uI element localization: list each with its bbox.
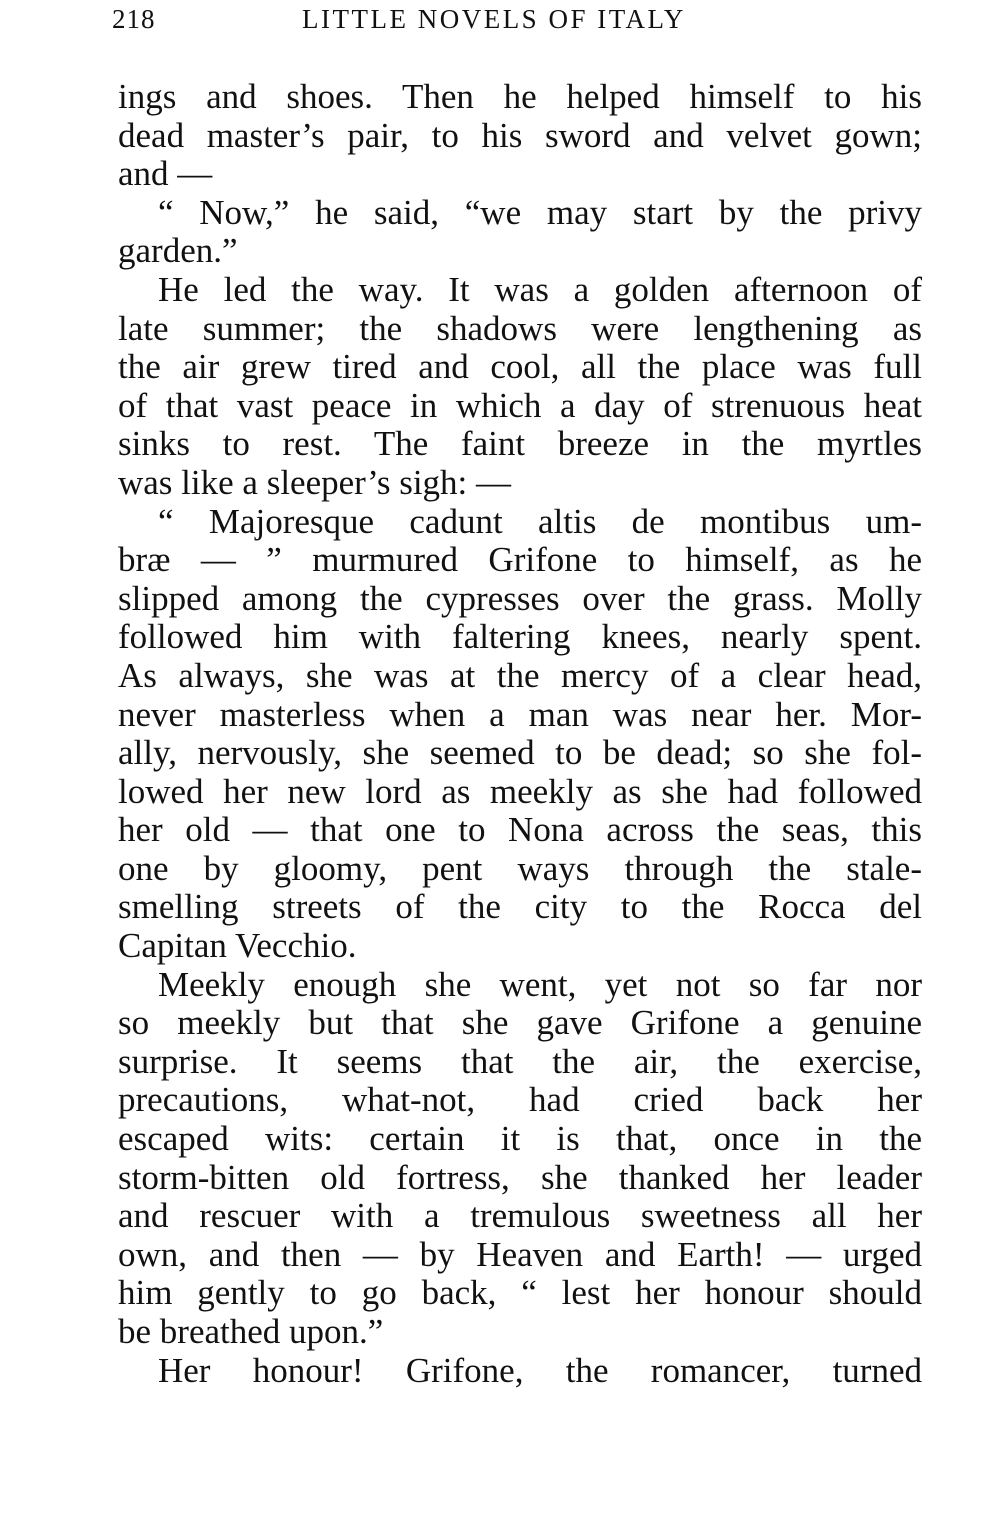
text-line: him gently to go back, “ lest her honour should bbox=[118, 1273, 922, 1313]
text-line: garden.” bbox=[118, 231, 238, 271]
text-line: the air grew tired and cool, all the place was full bbox=[118, 347, 922, 387]
text-line: bræ — ” murmured Grifone to himself, as he bbox=[118, 540, 922, 580]
text-line: so meekly but that she gave Grifone a genuine bbox=[118, 1003, 922, 1043]
text-line: lowed her new lord as meekly as she had followed bbox=[118, 771, 922, 811]
text-line: and — bbox=[118, 154, 213, 194]
text-line: and rescuer with a tremulous sweetness all her bbox=[118, 1196, 922, 1236]
text-line: own, and then — by Heaven and Earth! — urged bbox=[118, 1234, 922, 1274]
text-line: be breathed upon.” bbox=[118, 1312, 384, 1351]
text-line: precautions, what-not, had cried back her bbox=[118, 1080, 922, 1120]
text-line: never masterless when a man was near her. Mor- bbox=[118, 694, 922, 734]
text-line: Meekly enough she went, yet not so far nor bbox=[158, 964, 922, 1004]
text-line: slipped among the cypresses over the grass. Molly bbox=[118, 578, 922, 618]
text-line: Her honour! Grifone, the romancer, turned bbox=[158, 1350, 922, 1390]
text-line: ings and shoes. Then he helped himself to his bbox=[118, 77, 922, 116]
running-head bbox=[112, 4, 922, 44]
text-line: of that vast peace in which a day of strenuous heat bbox=[118, 385, 922, 425]
body-text bbox=[118, 78, 922, 1390]
text-line: one by gloomy, pent ways through the stale- bbox=[118, 848, 922, 888]
text-line: smelling streets of the city to the Rocca del bbox=[118, 887, 922, 927]
text-line: storm-bitten old fortress, she thanked her leader bbox=[118, 1157, 922, 1197]
running-title: LITTLE NOVELS OF ITALY bbox=[302, 4, 686, 34]
text-line: Capitan Vecchio. bbox=[118, 926, 357, 966]
text-line: surprise. It seems that the air, the exercise, bbox=[118, 1041, 922, 1081]
text-line: sinks to rest. The faint breeze in the myrtles bbox=[118, 424, 922, 464]
text-line: “ Now,” he said, “we may start by the privy bbox=[158, 192, 922, 232]
page-number: 218 bbox=[112, 4, 156, 34]
text-line: was like a sleeper’s sigh: — bbox=[118, 462, 512, 502]
text-line: late summer; the shadows were lengthening as bbox=[118, 308, 922, 348]
text-line: “ Majoresque cadunt altis de montibus um- bbox=[158, 501, 922, 541]
text-line: He led the way. It was a golden afternoon of bbox=[158, 269, 922, 309]
text-line: her old — that one to Nona across the seas, this bbox=[118, 810, 922, 850]
text-line: followed him with faltering knees, nearly spent. bbox=[118, 617, 922, 657]
text-line: escaped wits: certain it is that, once in the bbox=[118, 1119, 922, 1159]
text-line: dead master’s pair, to his sword and velvet gown; bbox=[118, 115, 922, 155]
text-line: As always, she was at the mercy of a clear head, bbox=[118, 655, 922, 695]
text-line: ally, nervously, she seemed to be dead; so she fol- bbox=[118, 733, 922, 773]
